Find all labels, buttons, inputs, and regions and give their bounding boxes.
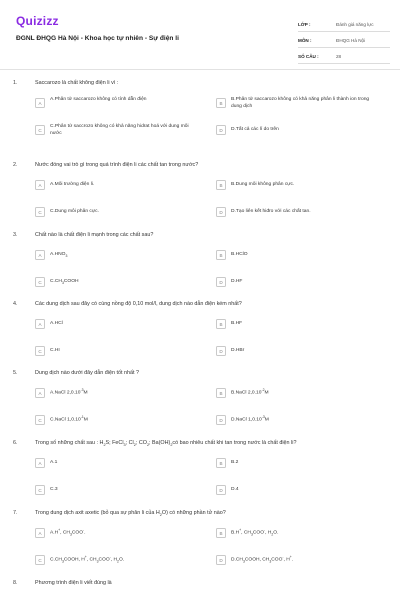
question-number: 4. [13, 301, 18, 307]
meta-subject-label: MÔN : [298, 38, 312, 43]
question-text: Phương trình điện li viết đúng là [35, 580, 112, 586]
option-letter-badge: D [216, 277, 226, 287]
option-text: B.Phân tử saccarozo không có khả năng phân li thành ion trong dung dịch [231, 97, 370, 109]
option-letter-badge: D [216, 207, 226, 217]
question-number: 7. [13, 510, 18, 516]
option-text: C.3 [50, 487, 58, 492]
option-text: B.NaCl $2,0.10^{-2}M$ [231, 388, 269, 396]
meta-count-label: SỐ CÂU : [298, 54, 319, 59]
meta-class [298, 16, 390, 32]
option-letter-badge: B [216, 528, 226, 538]
question-number: 3. [13, 232, 18, 238]
option-text: C.Phân tử saccrozo không có khả năng hidrat hoá với dung môi nước [50, 124, 189, 136]
option-letter-badge: B [216, 250, 226, 260]
option-text: A.NaCl $2,0.10^{-3}M$ [50, 388, 88, 396]
option-letter-badge: A [35, 388, 45, 398]
option-text: D.HF [231, 279, 243, 284]
option-letter-badge: B [216, 180, 226, 190]
option-text: C.NaCl $1,0.10^{-1}M$ [50, 415, 88, 423]
option-letter-badge: A [35, 250, 45, 260]
meta-question-count [298, 48, 390, 64]
option-letter-badge: A [35, 458, 45, 468]
question-number: 1. [13, 80, 18, 86]
question-text: Trong số những chất sau : $H_2S$; FeCl$_3$; $Cl_2$; $CO_2$; $Ba(OH)_2có$ bao nhiêu chất khi tan trong nước là chất điện li? [35, 440, 297, 448]
worksheet-header [0, 0, 400, 68]
option-letter-badge: C [35, 415, 45, 425]
option-text: B.H+, $CH_3COO^-$, $H_2O$. [231, 528, 279, 537]
option-text: A.H+, $CH_3COO^-$. [50, 528, 86, 537]
option-text: C.Dung môi phân cực. [50, 209, 99, 214]
question-text: Các dung dịch sau đây có cùng nồng độ 0,10 mol/l, dung dịch nào dẫn điện kém nhất? [35, 301, 242, 307]
option-letter-badge: A [35, 180, 45, 190]
option-text: A.HCl [50, 321, 63, 326]
question-number: 8. [13, 580, 18, 586]
option-letter-badge: A [35, 528, 45, 538]
question-text: Chất nào là chất điện li mạnh trong các chất sau? [35, 232, 154, 238]
option-text: A.Môi trường điện li. [50, 182, 95, 187]
option-text: $D.CH_3COOH$, $CH_3COO^-$, H+. [231, 555, 294, 564]
header-divider [0, 69, 400, 70]
meta-subject [298, 32, 390, 48]
option-text: D.Tạo liên kết hiđro với các chất tan. [231, 209, 311, 214]
option-text: A.1 [50, 460, 58, 465]
option-letter-badge: B [216, 319, 226, 329]
question-number: 5. [13, 370, 18, 376]
meta-count-value: 28 [336, 54, 342, 59]
option-letter-badge: A [35, 98, 45, 108]
option-text: $A.HNO_3$ [50, 252, 68, 258]
option-letter-badge: C [35, 485, 45, 495]
option-text: B.HF [231, 321, 243, 326]
quizizz-logo: Quizizz [16, 14, 59, 28]
meta-subject-value: ĐHQG Hà Nội [336, 38, 366, 43]
option-text: D.NaCl $1,0.10^{-3}M$ [231, 415, 269, 423]
option-letter-badge: D [216, 415, 226, 425]
worksheet-meta [298, 16, 390, 64]
option-text: D.4 [231, 487, 239, 492]
option-text: B.2 [231, 460, 239, 465]
option-text: D.HBr [231, 348, 245, 353]
option-letter-badge: C [35, 277, 45, 287]
option-letter-badge: B [216, 388, 226, 398]
option-letter-badge: D [216, 346, 226, 356]
option-text: A.Phân tử saccarozo không có tính dẫn điện [50, 97, 147, 102]
option-letter-badge: C [35, 125, 45, 135]
worksheet-title: ĐGNL ĐHQG Hà Nội - Khoa học tự nhiên - Sự điện li [16, 35, 179, 42]
option-text: B.Dung môi không phân cực. [231, 182, 295, 187]
meta-class-value: Đánh giá năng lực [336, 22, 374, 27]
option-text: B.HClO [231, 252, 248, 257]
option-letter-badge: C [35, 555, 45, 565]
option-letter-badge: B [216, 458, 226, 468]
option-letter-badge: C [35, 346, 45, 356]
option-letter-badge: B [216, 98, 226, 108]
option-letter-badge: D [216, 485, 226, 495]
meta-class-label: LỚP : [298, 22, 311, 27]
option-letter-badge: D [216, 125, 226, 135]
option-text: $C.CH_3COOH$ [50, 279, 79, 285]
question-text: Dung dịch nào dưới đây dẫn điện tốt nhất ? [35, 370, 139, 376]
option-text: C.HI [50, 348, 60, 353]
question-number: 6. [13, 440, 18, 446]
option-letter-badge: D [216, 555, 226, 565]
question-text: Saccarozo là chất không điện li vì : [35, 80, 119, 86]
option-text: D.Tất cả các lí do trên [231, 127, 279, 132]
question-text: Trong dung dịch axit axetic (bỏ qua sự phân li của $H_2O$) có những phần tử nào? [35, 510, 226, 518]
option-letter-badge: A [35, 319, 45, 329]
question-text: Nước đóng vai trò gì trong quá trình điện li các chất tan trong nước? [35, 162, 199, 168]
option-text: $C.CH_3COOH$, H+, $CH_3COO^-$, $H_2O$. [50, 555, 125, 564]
question-number: 2. [13, 162, 18, 168]
option-letter-badge: C [35, 207, 45, 217]
